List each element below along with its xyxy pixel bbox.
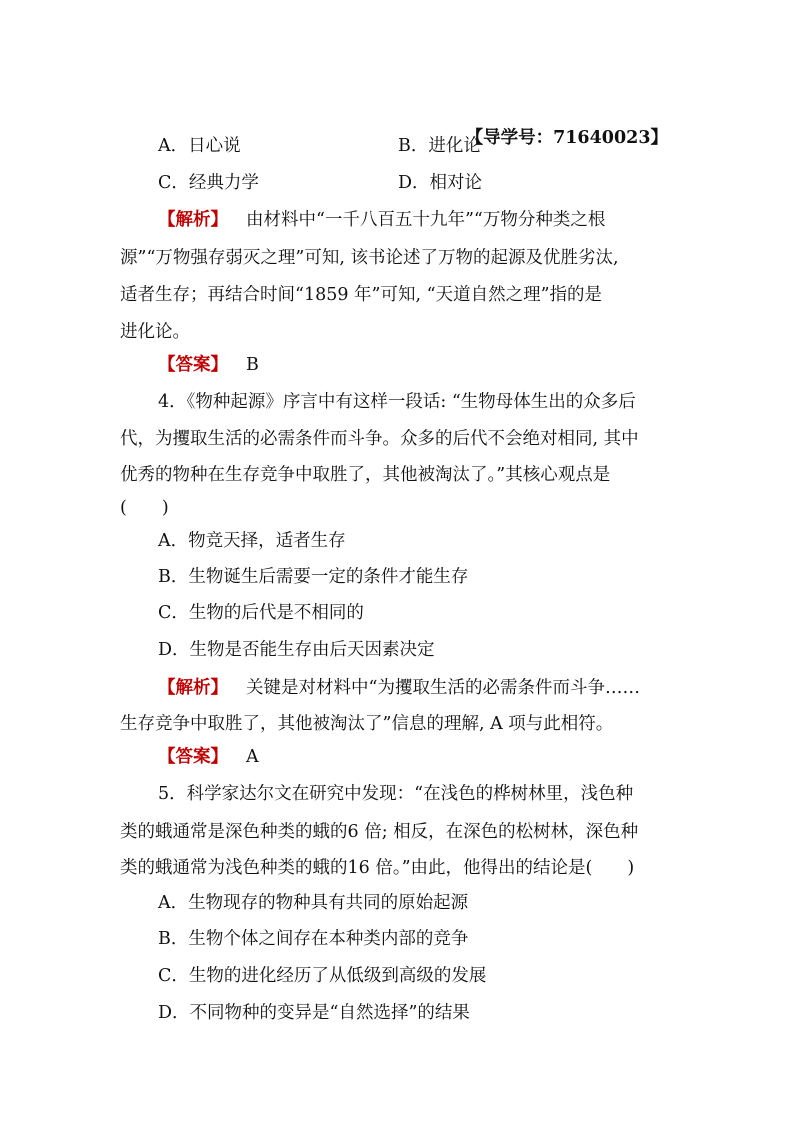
q5-stem-line-1: 5．科学家达尔文在研究中发现：“在浅色的桦树林里，浅色种 [158, 784, 634, 804]
q3-answer-label: 【答案】 [158, 355, 228, 375]
q3-analysis-label: 【解析】 [158, 210, 228, 230]
q3-option-b: B．进化论 [398, 136, 481, 156]
q5-stem-line-2: 类的蛾通常是深色种类的蛾的6 倍; 相反，在深色的松树林，深色种 [120, 822, 639, 842]
q4-stem-line-3: 优秀的物种在生存竞争中取胜了，其他被淘汰了。”其核心观点是 [120, 465, 611, 485]
q4-stem-line-4: ( ) [120, 498, 169, 518]
q3-option-a: A．日心说 [158, 136, 241, 156]
q3-option-c: C．经典力学 [158, 173, 259, 193]
q4-option-b: B．生物诞生后需要一定的条件才能生存 [158, 567, 469, 587]
q4-analysis-line-1: 【解析】 关键是对材料中“为攫取生活的必需条件而斗争…… [158, 678, 640, 698]
q3-analysis-line-1: 【解析】 由材料中“一千八百五十九年”“万物分种类之根 [158, 210, 606, 230]
q3-answer-value: B [246, 355, 259, 375]
q4-option-d: D．生物是否能生存由后天因素决定 [158, 640, 435, 660]
q3-analysis-line-4: 进化论。 [120, 322, 190, 342]
q4-answer-value: A [246, 747, 259, 767]
q3-option-d: D．相对论 [398, 173, 483, 193]
q3-answer-line [158, 355, 678, 375]
q5-option-a: A．生物现存的物种具有共同的原始起源 [158, 893, 469, 913]
q5-stem-line-3: 类的蛾通常为浅色种类的蛾的16 倍。”由此，他得出的结论是( ) [120, 858, 635, 878]
q5-option-b: B．生物个体之间存在本种类内部的竞争 [158, 929, 469, 949]
q4-stem-line-2: 代，为攫取生活的必需条件而斗争。众多的后代不会绝对相同, 其中 [120, 429, 639, 449]
guide-number: 【导学号：71640023】 [465, 128, 668, 148]
q4-answer-label: 【答案】 [158, 747, 228, 767]
q4-answer-line [158, 747, 678, 767]
q5-option-d: D．不同物种的变异是“自然选择”的结果 [158, 1003, 470, 1023]
q3-analysis-line-3: 适者生存；再结合时间“1859 年”可知, “天道自然之理”指的是 [120, 285, 603, 305]
q4-stem-line-1: 4．《物种起源》序言中有这样一段话: “生物母体生出的众多后 [158, 392, 636, 412]
q4-analysis-label: 【解析】 [158, 678, 228, 698]
q5-option-c: C．生物的进化经历了从低级到高级的发展 [158, 966, 487, 986]
q4-option-c: C．生物的后代是不相同的 [158, 603, 364, 623]
q4-analysis-line-2: 生存竞争中取胜了，其他被淘汰了”信息的理解, A 项与此相符。 [120, 714, 614, 734]
q3-analysis-line-2: 源”“万物强存弱灭之理”可知, 该书论述了万物的起源及优胜劣汰, [120, 248, 619, 268]
q4-option-a: A．物竞天择，适者生存 [158, 531, 346, 551]
